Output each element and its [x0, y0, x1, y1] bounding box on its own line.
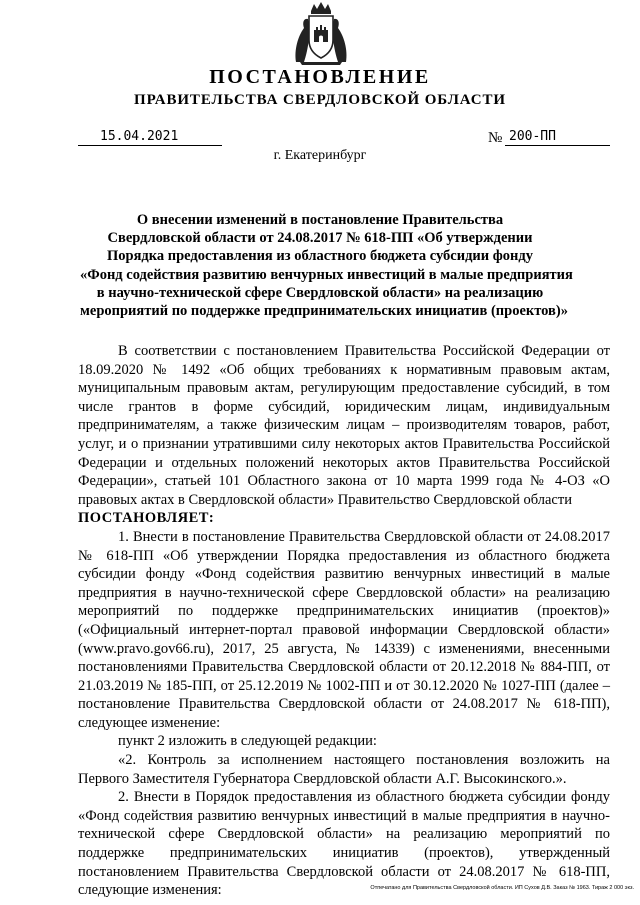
item-1-quote: «2. Контроль за исполнением настоящего постановления возложить на Первого Заместителя Губернатора Свердловской области А.Г. Высокинского.». — [78, 752, 610, 787]
issuing-authority: ПРАВИТЕЛЬСТВА СВЕРДЛОВСКОЙ ОБЛАСТИ — [134, 92, 506, 108]
preamble-paragraph: В соответствии с постановлением Правительства Российской Федерации от 18.09.2020 № 1492 «Об общих требованиях к нормативным правовым актам, муниципальным правовым актам, регулирующим предоставление субсидий, в том числе грантов в форме субсидий, юридическим лицам, индивидуальным предпринимателям, а также физическим лицам – производителям товаров, работ, услуг, и о признании утратившими силу некоторых актов Правительства Российской Федерации и отдельных положений некоторых актов Правительства Российской Федерации», статьей 101 Областного закона от 10 марта 1999 года № 4-ОЗ «О правовых актах в Свердловской области» Правительство Свердловской области — [78, 343, 610, 508]
document-type-title: ПОСТАНОВЛЕНИЕ — [209, 66, 431, 88]
resolves-heading: ПОСТАНОВЛЯЕТ: — [78, 510, 215, 527]
item-1-paragraph: 1. Внести в постановление Правительства Свердловской области от 24.08.2017 № 618-ПП «Об утверждении Порядка предоставления из областного бюджета субсидии фонду «Фонд содействия развитию венчурных инвестиций в малые предприятия в научно-технической сфере Свердловской области» на реализацию мероприятий по поддержке предпринимательских инициатив (проектов)» («Официальный интернет-портал правовой информации Свердловской области» (www.pravo.gov66.ru), 2017, 25 августа, № 14339) с изменениями, внесенными постановлениями Правительства Свердловской области от 20.12.2018 № 884-ПП, от 21.03.2019 № 185-ПП, от 25.12.2019 № 1002-ПП и от 30.12.2020 № 1027-ПП (далее – постановление Правительства Свердловской области от 24.08.2017 № 618-ПП), следующее изменение: — [78, 528, 610, 731]
document-date: 15.04.2021 — [78, 128, 222, 146]
coat-of-arms-icon — [292, 2, 350, 66]
document-title-line: «Фонд содействия развитию венчурных инвестиций в малые предприятия — [80, 266, 573, 283]
document-title-line: мероприятий по поддержке предпринимательских инициатив (проектов)» — [80, 303, 568, 320]
document-title-line: О внесении изменений в постановление Правительства — [136, 212, 504, 228]
item-1-point: пункт 2 изложить в следующей редакции: — [118, 733, 377, 750]
document-number: 200-ПП — [505, 128, 610, 146]
number-sign: № — [488, 130, 503, 146]
document-title — [80, 211, 573, 320]
print-footer: Отпечатано для Правительства Свердловской области. ИП Сухов Д.В. Заказ № 1963. Тираж 2 000 экз. — [370, 885, 634, 891]
document-title-line: Свердловской области от 24.08.2017 № 618-ПП «Об утверждении — [107, 230, 533, 247]
city-name: г. Екатеринбург — [273, 148, 367, 163]
document-title-line: Порядка предоставления из областного бюджета субсидии фонду — [106, 248, 533, 265]
document-body — [78, 342, 610, 900]
document-title-line: в научно-технической сфере Свердловской области» на реализацию — [96, 284, 544, 301]
item-2-paragraph: 2. Внести в Порядок предоставления из областного бюджета субсидии фонду «Фонд содействия развитию венчурных инвестиций в малые предприятия в научно-технической сфере Свердловской области» на реализацию мероприятий по поддержке предпринимательских инициатив (проектов), утвержденный постановлением Правительства Свердловской области от 24.08.2017 № 618-ПП, следующие изменения: — [78, 789, 610, 899]
